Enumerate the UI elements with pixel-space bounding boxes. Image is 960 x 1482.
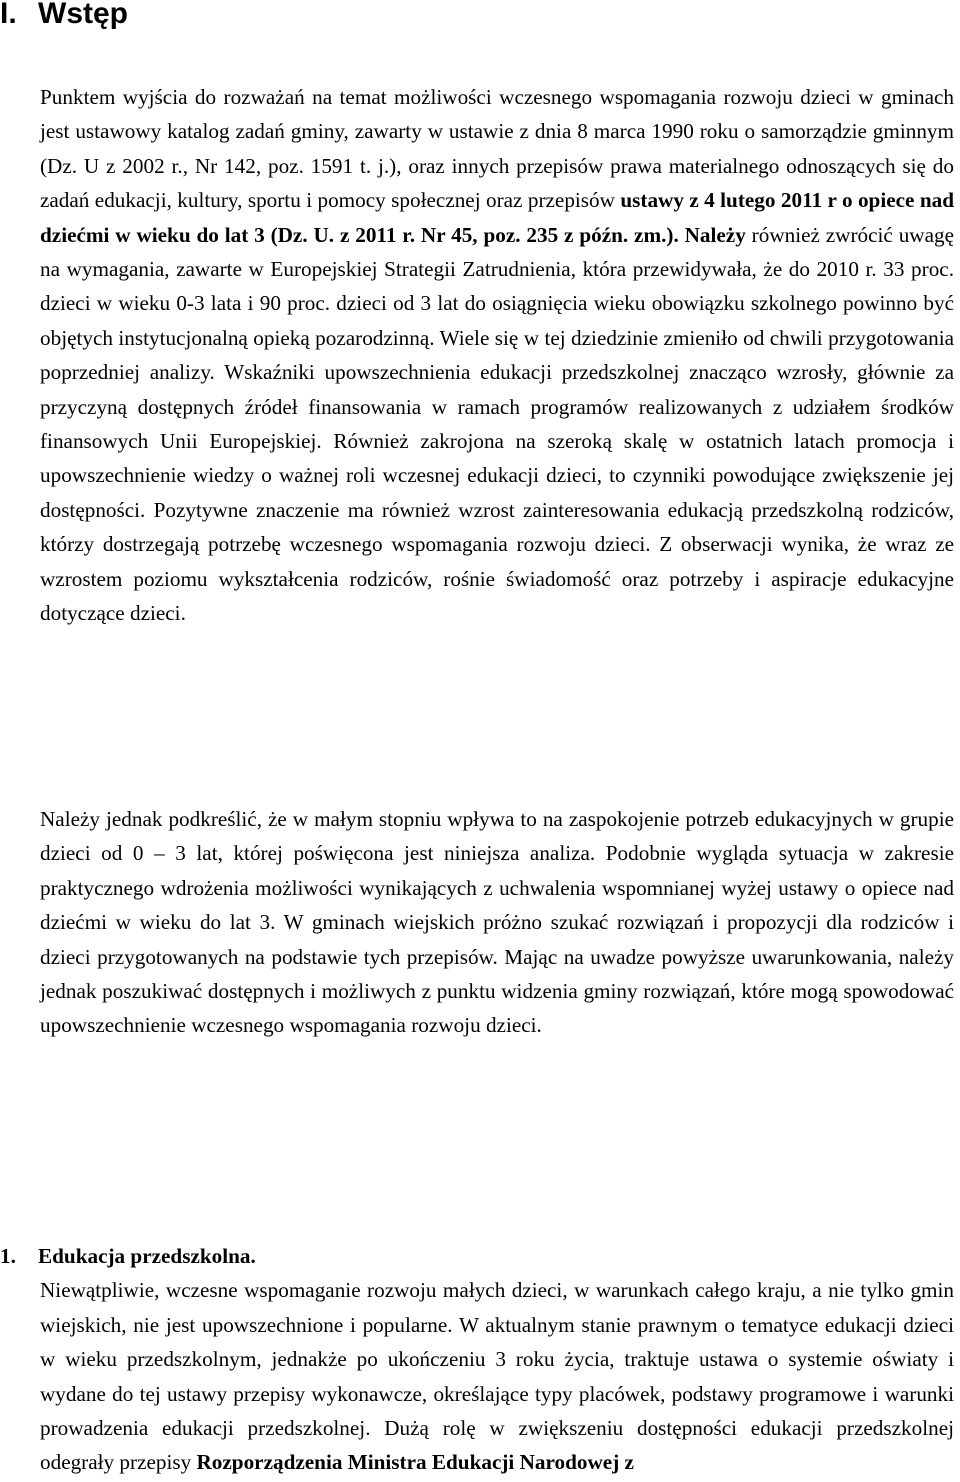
intro-text-1: Punktem wyjścia do rozważań na temat możliwości wczesnego wspomagania rozwoju dzieci w gminach jest ustawowy katalog zadań gminy, zawarty w ustawie z dnia 8 marca 1990 roku o samorządzie gminnym (Dz. U z 2002 r., Nr 142, poz. 1591 t. j.), oraz innych przepisów prawa materialnego odnoszących się do zadań edukacji, kultury, sportu i pomocy społecznej oraz przepisów <box>40 85 954 213</box>
emphasis-nalezy: Należy <box>684 222 746 247</box>
intro-paragraph <box>40 80 954 631</box>
section-1-title: Edukacja przedszkolna. <box>38 1244 256 1268</box>
second-paragraph-text: Należy jednak podkreślić, że w małym stopniu wpływa to na zaspokojenie potrzeb edukacyjnych w grupie dzieci od 0 – 3 lat, której poświęcona jest niniejsza analiza. Podobnie wygląda sytuacja w zakresie praktycznego wdrożenia możliwości wynikających z uchwalenia wspomnianej wyżej ustawy o opiece nad dziećmi w wieku do lat 3. W gminach wiejskich próżno szukać rozwiązań i propozycji dla rodziców i dzieci przygotowanych na podstawie tych przepisów. Mając na uwadze powyższe uwarunkowania, należy jednak poszukiwać dostępnych i możliwych z punktu widzenia gminy rozwiązań, które mogą spowodować upowszechnienie wczesnego wspomagania rozwoju dzieci. <box>40 807 954 1038</box>
section-1 <box>0 1239 954 1480</box>
chapter-heading <box>0 0 128 34</box>
intro-text-2: również zwrócić uwagę na wymagania, zawarte w Europejskiej Strategii Zatrudnienia, która przewidywała, że do 2010 r. 33 proc. dzieci w wieku 0-3 lata i 90 proc. dzieci od 3 lat do osiągnięcia wieku obowiązku szkolnego powinno być objętych instytucjonalną opieką pozarodzinną. Wiele się w tej dziedzinie zmieniło od chwili przygotowania poprzedniej analizy. Wskaźniki upowszechnienia edukacji przedszkolnej znacząco wzrosły, głównie za przyczyną dostępnych źródeł finansowania w ramach programów realizowanych z udziałem środków finansowych Unii Europejskiej. Również zakrojona na szeroką skalę w ostatnich latach promocja i upowszechnienie wiedzy o ważnej roli wczesnej edukacji dzieci, to czynniki powodujące zwiększenie jej dostępności. Pozytywne znaczenie ma również wzrost zainteresowania edukacją przedszkolną rodziców, którzy dostrzegają potrzebę wczesnego wspomagania rozwoju dzieci. Z obserwacji wynika, że wraz ze wzrostem poziomu wykształcenia rodziców, rośnie świadomość oraz potrzeby i aspiracje edukacyjne dotyczące dzieci. <box>40 222 954 626</box>
section-1-heading <box>0 1244 256 1268</box>
section-1-number: 1. <box>0 1244 16 1268</box>
section-1-text: Niewątpliwie, wczesne wspomaganie rozwoju małych dzieci, w warunkach całego kraju, a nie tylko gmin wiejskich, nie jest upowszechnione i popularne. W aktualnym stanie prawnym o tematyce edukacji dzieci w wieku przedszkolnym, jednakże po ukończeniu 3 roku życia, traktuje ustawa o systemie oświaty i wydane do tej ustawy przepisy wykonawcze, określające typy placówek, podstawy programowe i warunki prowadzenia edukacji przedszkolnej. Dużą rolę w zwiększeniu dostępności edukacji przedszkolnej odegrały przepisy <box>40 1278 954 1475</box>
chapter-number: I. <box>0 0 17 30</box>
regulation-reference: Rozporządzenia Ministra Edukacji Narodowej z <box>196 1450 634 1475</box>
chapter-title: Wstęp <box>38 0 128 30</box>
second-paragraph <box>40 802 954 1043</box>
law-reference: ustawy z 4 lutego 2011 r o opiece nad dziećmi w wieku do lat 3 (Dz. U. z 2011 r. Nr 45, poz. 235 z późn. zm.). <box>40 188 954 247</box>
